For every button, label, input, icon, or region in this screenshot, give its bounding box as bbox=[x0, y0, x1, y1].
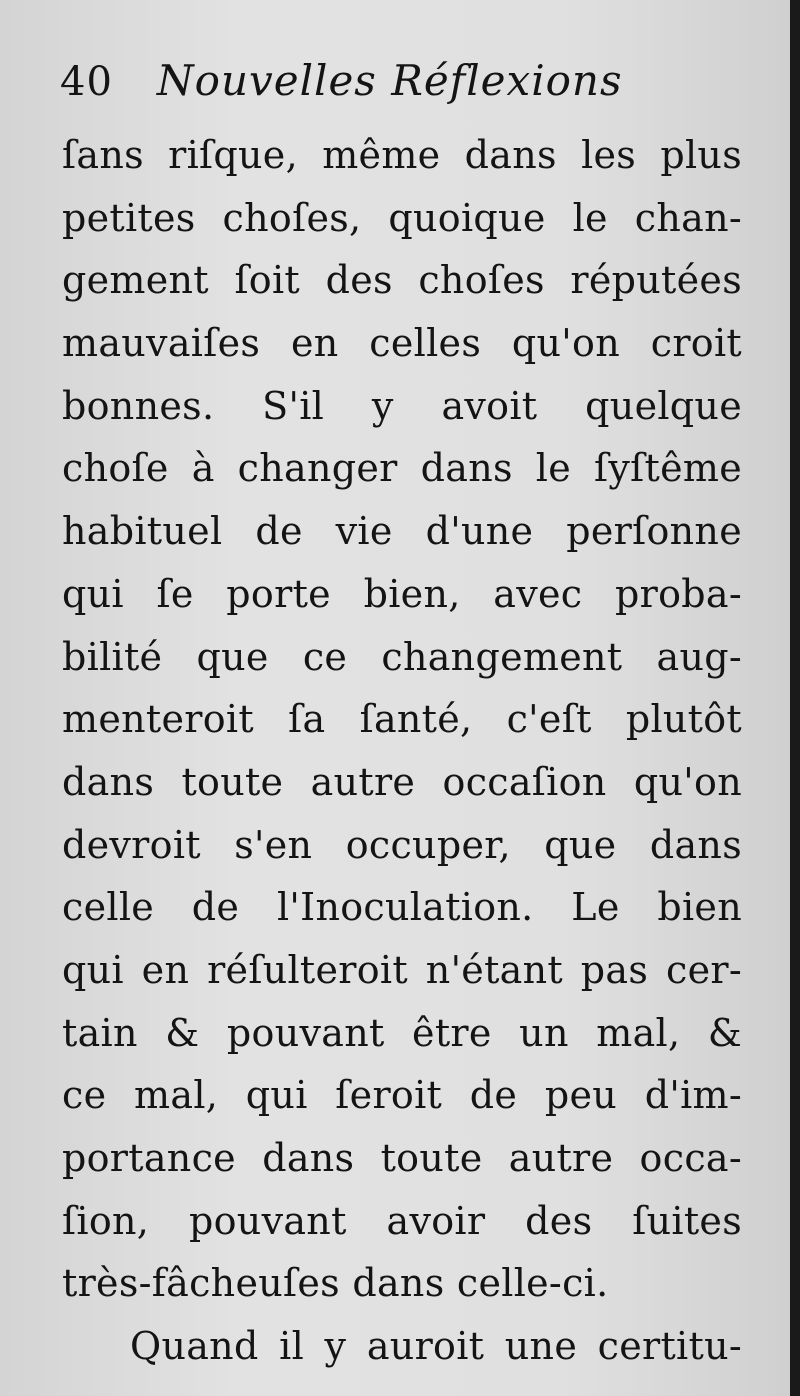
text-line: portance dans toute autre occa- bbox=[62, 1136, 742, 1180]
text-line: ce mal, qui ſeroit de peu d'im- bbox=[62, 1073, 742, 1118]
page-header bbox=[60, 56, 623, 106]
text-line: choſe à changer dans le ſyſtême bbox=[62, 446, 742, 491]
paragraph-end-line: très-fâcheuſes dans celle-ci. bbox=[62, 1261, 609, 1306]
text-line: menteroit ſa ſanté, c'eſt plutôt bbox=[62, 697, 742, 742]
body-text bbox=[62, 124, 742, 1378]
text-line: bonnes. S'il y avoit quelque bbox=[62, 383, 742, 428]
text-line: bilité que ce changement aug- bbox=[62, 634, 742, 679]
text-line: dans toute autre occaſion qu'on bbox=[62, 759, 742, 804]
paragraph-start-line: Quand il y auroit une certitu- bbox=[130, 1324, 742, 1369]
text-line: gement ſoit des choſes réputées bbox=[62, 258, 742, 303]
text-line: petites choſes, quoique le chan- bbox=[62, 195, 742, 240]
text-line: celle de l'Inoculation. Le bien bbox=[62, 885, 742, 930]
page-number: 40 bbox=[60, 59, 113, 105]
page-edge-shadow bbox=[790, 0, 800, 1396]
text-line: devroit s'en occuper, que dans bbox=[62, 822, 742, 867]
text-line: ſans riſque, même dans les plus bbox=[62, 133, 742, 177]
text-line: mauvaiſes en celles qu'on croit bbox=[62, 321, 742, 366]
text-line: ſion, pouvant avoir des ſuites bbox=[62, 1198, 742, 1243]
text-line: qui en réſulteroit n'étant pas cer- bbox=[62, 947, 742, 992]
running-title: Nouvelles Réflexions bbox=[156, 56, 623, 105]
text-line: habituel de vie d'une perſonne bbox=[62, 509, 742, 554]
text-line: qui ſe porte bien, avec proba- bbox=[62, 571, 742, 616]
text-line: tain & pouvant être un mal, & bbox=[62, 1010, 742, 1055]
